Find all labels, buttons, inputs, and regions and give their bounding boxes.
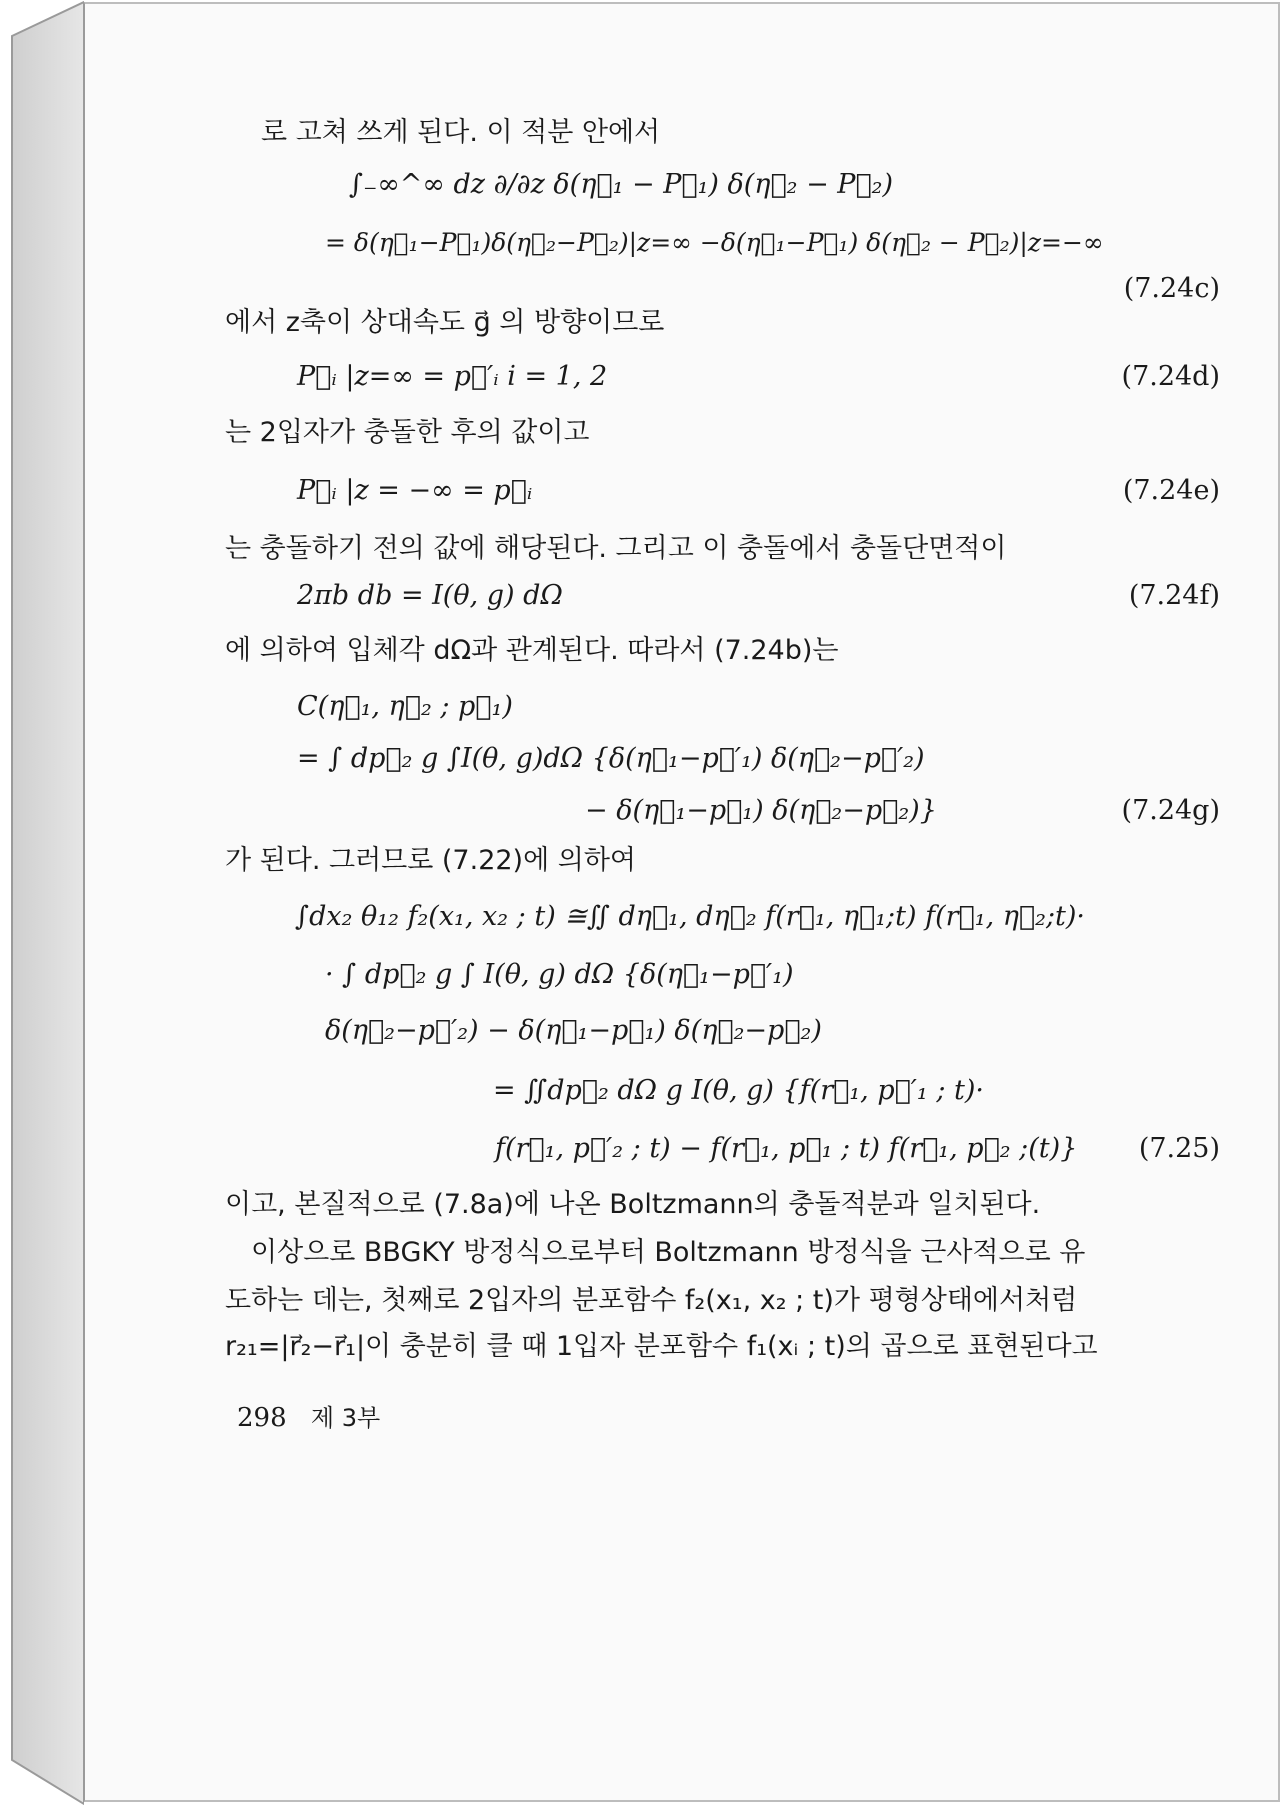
equation-24e: P⃗ᵢ |z = −∞ = p⃗ᵢ bbox=[297, 475, 533, 506]
equation-25-line-5: f(r⃗₁, p⃗′₂ ; t) − f(r⃗₁, p⃗₁ ; t) f(r⃗₁, p⃗₂ ;(t)} bbox=[495, 1133, 1078, 1164]
text-line-8: 이상으로 BBGKY 방정식으로부터 Boltzmann 방정식을 근사적으로 유 bbox=[251, 1237, 1086, 1268]
equation-number-24c: (7.24c) bbox=[1123, 273, 1220, 304]
equation-number-24e: (7.24e) bbox=[1122, 475, 1220, 506]
text-line-6: 가 된다. 그러므로 (7.22)에 의하여 bbox=[225, 845, 636, 876]
equation-24g-line-2: = ∫ dp⃗₂ g ∫I(θ, g)dΩ {δ(η⃗₁−p⃗′₁) δ(η⃗₂−p⃗′₂) bbox=[297, 743, 925, 774]
spine-face bbox=[12, 2, 84, 1804]
text-line-3: 는 2입자가 충돌한 후의 값이고 bbox=[225, 417, 590, 448]
equation-25-line-4: = ∬dp⃗₂ dΩ g I(θ, g) {f(r⃗₁, p⃗′₁ ; t)· bbox=[493, 1075, 984, 1106]
equation-24c-line-2: = δ(η⃗₁−P⃗₁)δ(η⃗₂−P⃗₂)|z=∞ −δ(η⃗₁−P⃗₁) δ(η⃗₂ − P⃗₂)|z=−∞ bbox=[325, 228, 1104, 257]
page-footer bbox=[237, 1398, 380, 1433]
equation-number-24f: (7.24f) bbox=[1128, 580, 1220, 611]
text-line-2: 에서 z축이 상대속도 g⃗ 의 방향이므로 bbox=[225, 307, 665, 338]
text-line-5: 에 의하여 입체각 dΩ과 관계된다. 따라서 (7.24b)는 bbox=[225, 635, 839, 666]
equation-25-line-3: δ(η⃗₂−p⃗′₂) − δ(η⃗₁−p⃗₁) δ(η⃗₂−p⃗₂) bbox=[325, 1015, 822, 1046]
text-line-10: r₂₁=|r⃗₂−r⃗₁|이 충분히 클 때 1입자 분포함수 f₁(xᵢ ; t)의 곱으로 표현된다고 bbox=[225, 1331, 1098, 1362]
equation-number-25: (7.25) bbox=[1138, 1133, 1220, 1164]
part-label: 제 3부 bbox=[310, 1404, 381, 1432]
equation-25-line-1: ∫dx₂ θ₁₂ f₂(x₁, x₂ ; t) ≅∬ dη⃗₁, dη⃗₂ f(r⃗₁, η⃗₁;t) f(r⃗₁, η⃗₂;t)· bbox=[295, 901, 1086, 932]
equation-number-24d: (7.24d) bbox=[1121, 361, 1220, 392]
text-line-9: 도하는 데는, 첫째로 2입자의 분포함수 f₂(x₁, x₂ ; t)가 평형상태에서처럼 bbox=[225, 1285, 1078, 1316]
equation-24d: P⃗ᵢ |z=∞ = p⃗′ᵢ i = 1, 2 bbox=[297, 361, 608, 392]
text-line-7: 이고, 본질적으로 (7.8a)에 나온 Boltzmann의 충돌적분과 일치된다. bbox=[225, 1189, 1041, 1220]
text-line-1: 로 고쳐 쓰게 된다. 이 적분 안에서 bbox=[261, 117, 661, 148]
equation-number-24g: (7.24g) bbox=[1121, 795, 1220, 826]
book-spine bbox=[0, 0, 84, 1806]
page-number: 298 bbox=[237, 1403, 287, 1433]
equation-24g-line-1: C(η⃗₁, η⃗₂ ; p⃗₁) bbox=[297, 691, 513, 722]
text-line-4: 는 충돌하기 전의 값에 해당된다. 그리고 이 충돌에서 충돌단면적이 bbox=[225, 533, 1007, 564]
equation-24f: 2πb db = I(θ, g) dΩ bbox=[297, 580, 563, 611]
equation-24g-line-3: − δ(η⃗₁−p⃗₁) δ(η⃗₂−p⃗₂)} bbox=[585, 795, 937, 826]
book-page bbox=[84, 2, 1280, 1802]
equation-24c-line-1: ∫₋∞^∞ dz ∂/∂z δ(η⃗₁ − P⃗₁) δ(η⃗₂ − P⃗₂) bbox=[349, 169, 894, 200]
equation-25-line-2: · ∫ dp⃗₂ g ∫ I(θ, g) dΩ {δ(η⃗₁−p⃗′₁) bbox=[325, 959, 794, 990]
